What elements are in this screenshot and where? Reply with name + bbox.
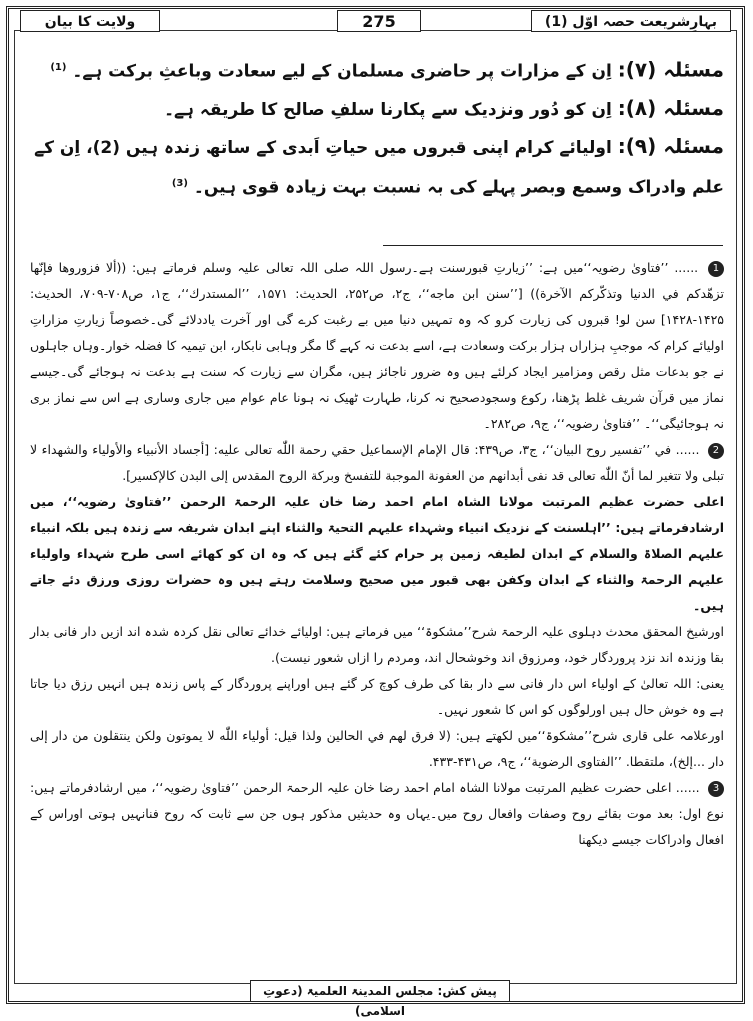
masala-label: مسئلہ (۸): (617, 95, 724, 120)
masala-label: مسئلہ (۹): (617, 133, 724, 158)
masala-text: اولیائے کرام اپنی قبروں میں حیاتِ اَبدی کے ساتھ زندہ ہیں (2)، اِن کے علم وادراک وسمع وبصر پہلے کی بہ نسبت بہت زیادہ قوی ہیں۔ (34, 137, 724, 198)
footnote-1 (30, 255, 724, 437)
footnote-2 (30, 437, 724, 489)
footnote-text: اورشیخ المحقق محدث دہلوی علیہ الرحمۃ شرح’’مشکوۃ‘‘ میں فرماتے ہیں: اولیائے خدائے تعالی نقل کردہ شدہ اند ازیں دار فانی بدار بقا وزندہ اند نزد پروردگار خود، ومرزوق اند وخوشحال اند، ومردم را ازاں شعور نیست). (30, 624, 724, 665)
chapter-title: ولایت کا بیان (20, 10, 160, 32)
masala-7 (30, 50, 724, 90)
book-title: بہارِشریعت حصہ اوّل (1) (531, 10, 731, 32)
footnotes (30, 255, 724, 853)
publisher-footer: پیش کش: مجلس المدینۃ العلمیۃ (دعوتِ اسلامی) (250, 980, 510, 1002)
footnote-ref: (1) (50, 62, 67, 73)
page-header (14, 6, 737, 32)
masala-text: اِن کے مزارات پر حاضری مسلمان کے لیے سعادت وباعثِ برکت ہے۔ (72, 61, 612, 82)
footnote-paragraph (30, 619, 724, 671)
main-text (30, 50, 724, 205)
footnote-divider (383, 245, 723, 246)
footnote-number: 2 (708, 443, 724, 459)
masala-label: مسئلہ (۷): (617, 57, 724, 82)
footnote-paragraph (30, 671, 724, 723)
footnote-text: ...... في ’’تفسير روح البيان‘‘، ج۳، ص۴۳۹: قال الإمام الإسماعيل حقي رحمة اللّٰه تعالى عليه: [أجساد الأنبياء والأولياء والشهداء لا تبلى ولا تتغير لما أنّ اللّٰه تعالى قد نفى أبدانهم من العفونة الموجبة للتفسخ وبركة الروح المقدس إلى البدن كالإكسير]. (30, 442, 724, 483)
page-number: 275 (337, 10, 421, 32)
footnote-text: ...... اعلی حضرت عظیم المرتبت مولانا الشاہ امام احمد رضا خان علیہ الرحمۃ الرحمن ’’فتاویٰ رضویہ‘‘، میں ارشادفرماتے ہیں: نوع اول: بعد موت بقائے روح وصفات وافعال روح میں۔یہاں وہ حدیثیں مذکور ہوں جن سے ثابت کہ روح فنانہیں ہوتی اوراس کے افعال وادراکات جیسے دیکھنا (30, 780, 724, 847)
footnote-text: ...... ’’فتاویٰ رضویہ‘‘میں ہے: ’’زیارتِ قبورسنت ہے۔رسول اللہ صلی اللہ تعالی علیہ وسلم فرماتے ہیں: ((ألا فزوروها فإنّها تزهّدكم في الدنيا وتذكّركم الآخرة)) [’’سنن ابن ماجه‘‘، ج۲، ص۲۵۲، الحديث: ۱۵۷۱، ’’المستدرك‘‘، ج۱، ص۷۰۸-۷۰۹، الحديث: ۱۴۲۵-۱۴۲۸] سن لو! قبروں کی زیارت کرو کہ وہ تمہیں دنیا میں بے رغبت کرے گی اور آخرت یاددلائے گی۔خصوصاً زیارتِ مزاراتِ اولیائے کرام کہ موجبِ ہزاراں ہزار برکت وسعادت ہے، اسے بدعت نہ کہے گا مگر وہابی نابکار، ابن تیمیہ کا فضلہ خوار۔وہاں جاہلوں نے جو بدعات مثل رقص ومزامیر ایجاد کرلئے ہیں وہ ضرور ناجائز ہیں، مگران سے زیارت کہ سنت ہے بدعت نہ ہوجائے گی۔جیسے نماز میں قرآن شریف غلط پڑھنا، رکوع وسجودصحیح نہ کرنا، طہارت ٹھیک نہ ہونا عام عوام میں جاری وساری ہے اس سے نماز بری نہ ہوجائیگی‘‘۔ ’’فتاویٰ رضویہ‘‘، ج۹، ص۲۸۲۔ (30, 260, 725, 431)
footnote-paragraph (30, 489, 724, 619)
masala-8 (30, 90, 724, 128)
masala-text: اِن کو دُور ونزدیک سے پکارنا سلفِ صالح کا طریقہ ہے۔ (164, 99, 612, 120)
footnote-paragraph (30, 723, 724, 775)
footnote-ref: (3) (171, 177, 188, 189)
footnote-3 (30, 775, 724, 853)
footnote-number: 3 (708, 781, 724, 797)
masala-9 (30, 128, 724, 206)
footnote-number: 1 (708, 261, 724, 277)
footnote-text: یعنی: اللہ تعالیٰ کے اولیاء اس دار فانی سے دار بقا کی طرف کوچ کر گئے ہیں اوراپنے پروردگار کے پاس زندہ ہیں انہیں رزق دیا جاتا ہے وہ خوش حال ہیں اورلوگوں کو اس کا شعور نہیں۔ (30, 676, 724, 717)
footnote-text: اورعلامہ علی قاری شرح’’مشکوۃ‘‘میں لکھتے ہیں: (لا فرق لهم في الحالين ولذا قيل: أولياء اللّٰه لا يموتون ولكن ينتقلون من دار إلى دار ...إلخ)، ملتقطا. ’’الفتاوى الرضوية‘‘، ج۹، ص۴۳۱-۴۳۳. (30, 728, 724, 769)
footnote-text: اعلی حضرت عظیم المرتبت مولانا الشاہ امام احمد رضا خان علیہ الرحمۃ الرحمن ’’فتاویٰ رضویہ‘‘، میں ارشادفرماتے ہیں: ’’اہلسنت کے نزدیک انبیاء وشہداء علیہم التحیۃ والثناء اپنے ابدان شریفہ سے زندہ ہیں بلکہ انبیاء علیہم الصلاۃ والسلام کے ابدان لطیفہ زمین پر حرام کئے گئے ہیں کہ وہ ان کو کھائے اسی طرح شہداء واولیاء علیہم الرحمۃ والثناء کے ابدان وکفن بھی قبور میں صحیح وسلامت رہتے ہیں وہ حضرات روزی ورزق دئے جاتے ہیں۔ (30, 494, 724, 613)
